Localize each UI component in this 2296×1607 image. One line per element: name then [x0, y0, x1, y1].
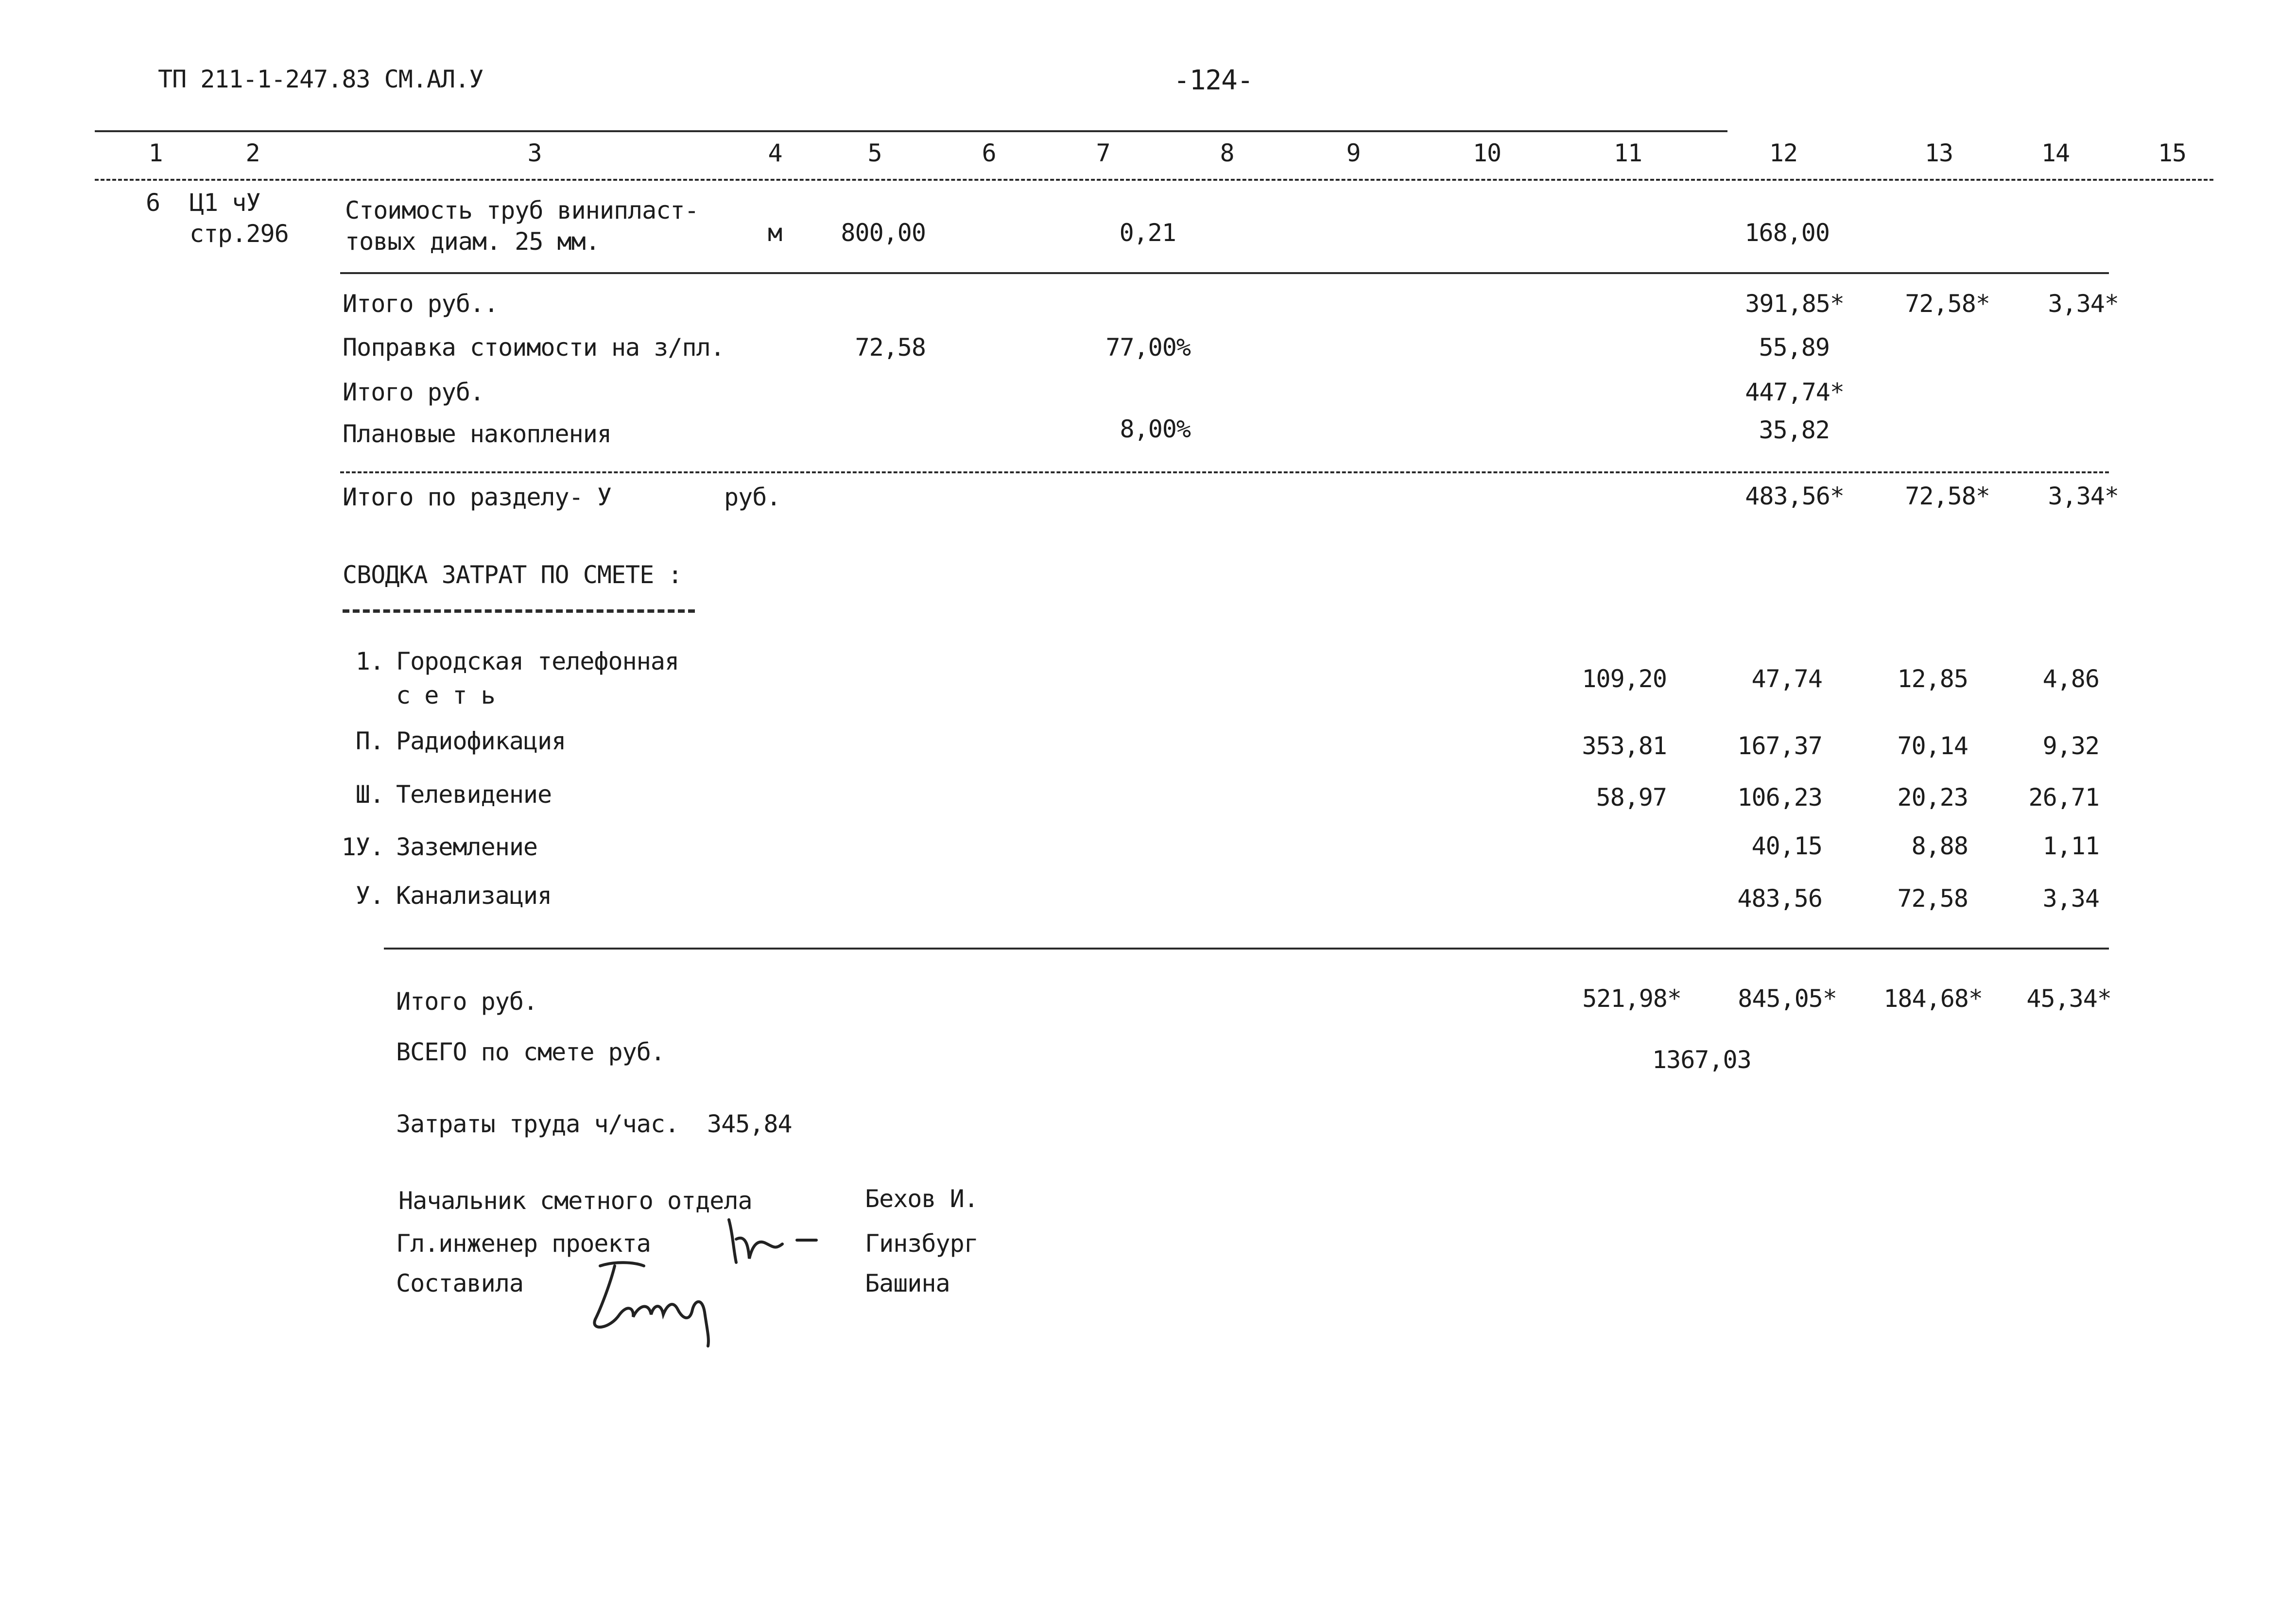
header-top-rule: [95, 130, 1727, 132]
item-unit-price: 0,21: [1119, 219, 1176, 247]
summary-rule: [384, 948, 2109, 950]
summary-row-label-cont: с е т ь: [396, 681, 495, 709]
subtotal-label: Итого руб.: [343, 378, 484, 406]
summary-col13: 20,23: [1897, 783, 1968, 812]
grand-total-label: Итого руб.: [396, 987, 538, 1016]
summary-col13: 12,85: [1897, 665, 1968, 693]
overall-total-label: ВСЕГО по смете руб.: [396, 1038, 665, 1066]
summary-col13: 72,58: [1897, 884, 1968, 913]
signature-name: Бехов И.: [865, 1185, 978, 1213]
summary-col11: 353,81: [1582, 732, 1667, 760]
planned-savings-amount: 35,82: [1759, 416, 1830, 444]
summary-col14: 26,71: [2028, 783, 2099, 812]
subtotal-col14: 3,34*: [2048, 290, 2119, 318]
column-number: 12: [1769, 139, 1798, 167]
column-number: 14: [2041, 139, 2070, 167]
column-number: 10: [1472, 139, 1502, 167]
column-number: 1: [148, 139, 163, 167]
signature-name: Гинзбург: [865, 1229, 978, 1258]
summary-col14: 4,86: [2042, 665, 2099, 693]
summary-col12: 106,23: [1737, 783, 1822, 812]
column-number: 7: [1096, 139, 1110, 167]
grand-total-col13: 184,68*: [1883, 985, 1983, 1013]
handwritten-signature-engineer: [719, 1210, 831, 1273]
column-number: 2: [245, 139, 260, 167]
column-number: 3: [527, 139, 542, 167]
summary-col13: 70,14: [1897, 732, 1968, 760]
summary-row-number: 1У.: [341, 833, 384, 861]
item-unit: м: [768, 219, 782, 247]
document-reference: ТП 211-1-247.83 СМ.АЛ.У: [158, 65, 483, 93]
subtotal-label: Итого руб..: [343, 290, 499, 318]
item-total: 168,00: [1744, 219, 1830, 247]
section-rule: [340, 471, 2109, 473]
wage-correction-amount: 55,89: [1759, 333, 1830, 362]
item-quantity: 800,00: [841, 219, 926, 247]
section-total-col12: 483,56*: [1745, 482, 1844, 510]
section-total-unit: руб.: [724, 483, 781, 511]
summary-row-number: П.: [355, 727, 384, 755]
planned-savings-percent: 8,00%: [1120, 415, 1191, 443]
subtotal-col12: 391,85*: [1745, 290, 1844, 318]
summary-col12: 40,15: [1751, 832, 1822, 860]
summary-col12: 483,56: [1737, 884, 1822, 913]
summary-row-label: Заземление: [396, 833, 538, 861]
grand-total-col12: 845,05*: [1738, 985, 1837, 1013]
summary-row-label: Городская телефонная: [396, 647, 679, 675]
header-bottom-rule: [95, 179, 2213, 181]
item-description-cont: товых диам. 25 мм.: [345, 227, 600, 256]
column-number: 8: [1220, 139, 1234, 167]
summary-title-underline: [343, 609, 695, 613]
wage-correction-base: 72,58: [855, 333, 926, 362]
summary-col14: 9,32: [2042, 732, 2099, 760]
summary-row-number: У.: [355, 881, 384, 910]
signature-role: Гл.инженер проекта: [396, 1229, 651, 1258]
column-number: 11: [1613, 139, 1642, 167]
summary-row-label: Радиофикация: [396, 727, 566, 755]
summary-row-label: Канализация: [396, 881, 552, 910]
item-rule: [340, 272, 2109, 274]
summary-col12: 47,74: [1751, 665, 1822, 693]
page-number: -124-: [1174, 65, 1253, 96]
summary-title: СВОДКА ЗАТРАТ ПО СМЕТЕ :: [343, 561, 682, 589]
column-number: 6: [982, 139, 996, 167]
column-number: 9: [1346, 139, 1361, 167]
section-total-label: Итого по разделу- У: [343, 483, 611, 511]
handwritten-signature-compiler: [581, 1251, 726, 1348]
labor-label: Затраты труда ч/час.: [396, 1110, 679, 1138]
column-number: 15: [2158, 139, 2187, 167]
summary-col11: 58,97: [1596, 783, 1667, 812]
wage-correction-label: Поправка стоимости на з/пл.: [343, 333, 725, 362]
column-number: 13: [1924, 139, 1953, 167]
summary-col11: 109,20: [1582, 665, 1667, 693]
summary-col13: 8,88: [1911, 832, 1968, 860]
subtotal-col13: 72,58*: [1905, 290, 1990, 318]
summary-col14: 1,11: [2042, 832, 2099, 860]
grand-total-col11: 521,98*: [1582, 985, 1681, 1013]
signature-role: Составила: [396, 1269, 523, 1297]
signature-role: Начальник сметного отдела: [398, 1187, 752, 1215]
summary-row-number: Ш.: [355, 780, 384, 809]
item-description: Стоимость труб винипласт-: [345, 196, 699, 225]
item-code: Ц1 чУ: [190, 189, 260, 217]
planned-savings-label: Плановые накопления: [343, 420, 611, 448]
subtotal-col12: 447,74*: [1745, 378, 1844, 406]
wage-correction-percent: 77,00%: [1105, 333, 1191, 362]
summary-row-label: Телевидение: [396, 780, 552, 809]
column-number: 4: [768, 139, 782, 167]
grand-total-col14: 45,34*: [2026, 985, 2111, 1013]
item-code-page: стр.296: [190, 220, 289, 248]
summary-row-number: 1.: [355, 647, 384, 675]
summary-col12: 167,37: [1737, 732, 1822, 760]
summary-col14: 3,34: [2042, 884, 2099, 913]
column-number: 5: [867, 139, 882, 167]
overall-total-value: 1367,03: [1652, 1046, 1751, 1074]
section-total-col13: 72,58*: [1905, 482, 1990, 510]
signature-name: Башина: [865, 1269, 950, 1297]
item-number: 6: [146, 189, 160, 217]
labor-value: 345,84: [707, 1110, 792, 1138]
section-total-col14: 3,34*: [2048, 482, 2119, 510]
